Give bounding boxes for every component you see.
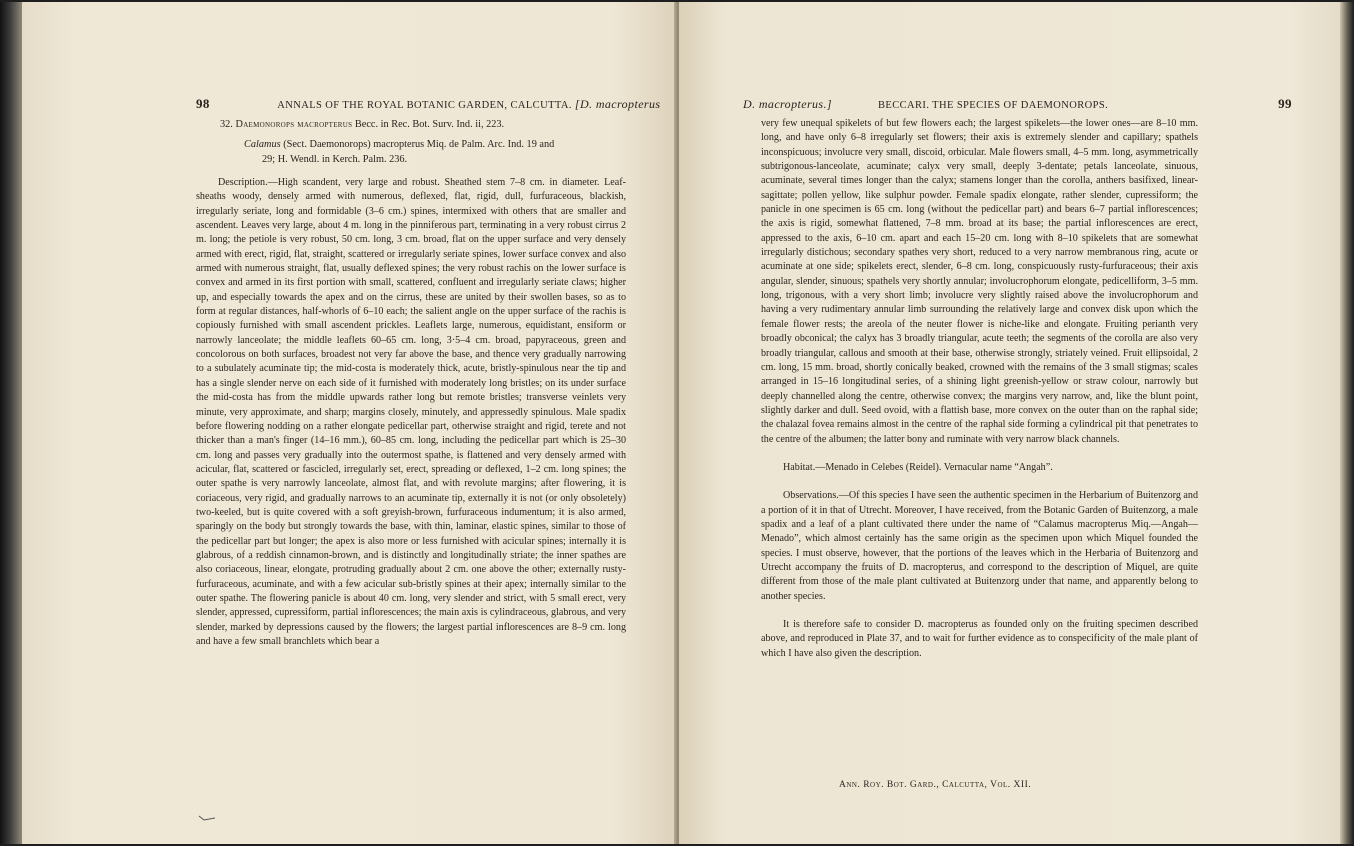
running-head-left: ANNALS OF THE ROYAL BOTANIC GARDEN, CALCUTTA. (277, 100, 572, 111)
pencil-mark (198, 814, 216, 822)
left-page (22, 2, 677, 844)
description-block-left (196, 176, 626, 649)
synonym-line-1 (244, 138, 554, 152)
running-head-right: BECCARI. THE SPECIES OF DAEMONOROPS. (878, 100, 1109, 111)
synonym-text: (Sect. Daemonorops) macropterus Miq. de Palm. Arc. Ind. 19 and (283, 139, 555, 150)
description-block-right (761, 117, 1198, 661)
observations-paragraph: Observations.—Of this species I have seen the authentic specimen in the Herbarium of Buitenzorg and a portion of it in that of Utrecht. Moreover, I have received, from the Botanic Garden of Buitenzorg, a male spadix and a leaf of a plant cultivated there under the name of “Calamus macropterus Miq.—Angah—Menado”, which almost certainly has the same origin as the specimen upon which Miquel founded the species. I must observe, however, that the portions of the leaves which in the Herbaria of Buitenzorg and Utrecht accompany the fruits of D. macropterus, and correspond to the description of Miquel, are quite different from those of the male plant cultivated at Buitenzorg under that name, and apparently belong to another species. (761, 490, 1198, 602)
page-number-right: 99 (1278, 96, 1292, 111)
entry-number: 32. (220, 119, 233, 130)
species-entry-heading (220, 118, 504, 132)
description-paragraph: Description.—High scandent, very large and robust. Sheathed stem 7–8 cm. in diameter. Leaf-sheaths woody, densely armed with numerous, deflexed, flat, rigid, dull, furfuraceous, blackish, irregularly seriate, long and formidable (3–6 cm.) spines, intermixed with others that are smaller and ascendent. Leaves very large, about 4 m. long in the pinniferous part, terminating in a very robust cirrus 2 m. long; the petiole is very robust, 50 cm. long, 3 cm. broad, flat on the upper surface and very densely armed with erect, rigid, flat, straight, scattered or irregularly seriate spines, lower surface convex and also armed with numerous straight, flat, usually deflexed spines; the very robust rachis on the lower surface is convex and armed in its first portion with small, scattered, confluent and irregularly seriate claws; higher up, and especially towards the apex and on the cirrus, these are united by their swollen bases, so as to form at regular distances, half-whorls of 6–10 each; the salient angle on the upper surface of the rachis is copiously furnished with small ascendent prickles. Leaflets large, numerous, equidistant, ensiform or narrowly lanceolate; the middle leaflets 60–65 cm. long, 3·5–4 cm. broad, papyraceous, green and concolorous on both surfaces, broadest not very far above the base, and thence very gradually narrowing to a subulately acuminate tip; the mid-costa is moderately thick, acute, bristly-spinulous near the tip and has a single slender nerve on each side of it furnished with moderately long bristles; on its under surface the mid-costa has from the middle upwards rather long but remote bristles; transverse veinlets very minute, very approximate, and sharp; margins closely, minutely, and appressedly spinulous. Male spadix before flowering nodding on a rather elongate pedicellar part, otherwise straight and rigid, terete and not thicker than a man's finger (14–16 mm.), 60–85 cm. long, including the pedicellar part which is 25–30 cm. long and passes very gradually into the outermost spathe, is flattened and very densely armed with acicular, flat, scattered or fascicled, irregularly set, erect, spreading or deflexed, 1–2 cm. long spines; the outer spathe is very narrowly lanceolate, almost flat, and with revolute margins; after flowering, it is coriaceous, very rigid, and gradually narrows to an acuminate tip, externally it is not (or only obsoletely) two-keeled, but is quite covered with a soft greyish-brown, furfuraceous indumentum; it is also armed, sparingly on the body but strongly towards the base, with thin, laminar, elastic spines, similar to those of the pedicellar part but longer; the apex is also more or less furnished with acicular spines; internally it is glabrous, of a reddish cinnamon-brown, and is distinctly and longitudinally striate; the inner spathes are also coriaceous, linear, elongate, protruding gradually about 2 cm. one above the other; externally rusty-furfuraceous, acuminate, and with a few acicular sub-bristly spines at their apex; internally similar to the outer spathe. The flowering panicle is about 40 cm. long, very slender and strict, with 5 small erect, very slender, appressed, cupressiform, partial inflorescences; the main axis is cylindraceous, glabrous, and very slender, marked by depressions caused by the flowers; the largest partial inflorescences are 8–9 cm. long and have a few small branchlets which bear a (196, 177, 626, 647)
right-page (679, 2, 1342, 844)
book-edge-right (1340, 2, 1354, 844)
running-head-species-left: [D. macropterus (574, 97, 661, 111)
species-name: Daemonorops macropterus (235, 119, 353, 130)
synonym-line-2: 29; H. Wendl. in Kerch. Palm. 236. (262, 154, 408, 165)
description-continuation: very few unequal spikelets of but few flowers each; the largest spikelets—the lower ones—are 8–10 mm. long, and have only 6–8 irregularly set flowers; their axis is extremely slender and capillary; spathels inconspicuous; involucre very small, discoid, orbicular. Male flowers small, 4–5 mm. long, asymmetrically subtrigonous-lanceolate, acuminate; calyx very small, deeply 3-dentate; petals lanceolate, sinuous, acuminate, several times longer than the calyx; stamens longer than the corolla, anthers basifixed, linear-sagittate; pollen yellow, like sulphur powder. Female spadix elongate, rather slender, cupressiform; the panicle in one specimen is 65 cm. long (without the pedicellar part) and bears 6–7 partial inflorescences; the axis is rigid, somewhat flattened, 7–8 mm. broad at its base; the partial inflorescences are erect, appressed to the axis, 6–10 cm. apart and each 15–20 cm. long with 8–10 spikelets that are somewhat irregularly distichous; secondary spathes very short, reduced to a very narrow membranous ring, acute or acuminate at one side; spikelets erect, slender, 6–8 cm. long, conspicuously rusty-furfuraceous; their axis angular, slender, sinuous; spathels very shortly annular; involucrophorum elongate, pedicelliform, 3–5 mm. long, trigonous, with a very short limb; involucre very slightly raised above the involucrophorum and having a very rudimentary annular limb surrounding the relatively large and convex disk upon which the female flower rests; the areola of the neuter flower is niche-like and elongate. Fruiting perianth very broadly obconical; the calyx has 3 broadly triangular, acute teeth; the segments of the corolla are also very broadly triangular, callous and smooth at their base, otherwise strongly, striately veined. Fruit ellipsoidal, 2 cm. long, 15 mm. broad, shortly conically beaked, crowned with the remains of the 3 small stigmas; scales arranged in 15–16 longitudinal series, of a shining light greenish-yellow or straw colour, narrowly but deeply channelled along the centre, otherwise convex; the margins very narrow, and, like the blunt point, slightly darker and dull. Seed ovoid, with a flattish base, more convex on the outer than on the raphal side; the chalazal fovea remains almost in the centre of the raphal side forming a cylindrical pit that penetrates to the centre of the albumen; the latter bony and ruminate with very narrow black channels. (761, 118, 1198, 445)
page-number-left: 98 (196, 96, 210, 111)
synonym-genus: Calamus (244, 139, 281, 150)
book-edge-left (0, 2, 24, 844)
running-head-species-right: D. macropterus.] (743, 97, 832, 111)
species-citation: Becc. in Rec. Bot. Surv. Ind. ii, 223. (354, 119, 505, 130)
conclusion-paragraph: It is therefore safe to consider D. macropterus as founded only on the fruiting specimen described above, and reproduced in Plate 37, and to wait for further evidence as to conspecificity of the male plant of which I have also given the description. (761, 619, 1198, 659)
page-footer: Ann. Roy. Bot. Gard., Calcutta, Vol. XII. (839, 780, 1032, 790)
left-page-header (196, 96, 660, 112)
right-page-header (743, 96, 1292, 112)
habitat-paragraph: Habitat.—Menado in Celebes (Reidel). Vernacular name “Angah”. (783, 461, 1053, 473)
